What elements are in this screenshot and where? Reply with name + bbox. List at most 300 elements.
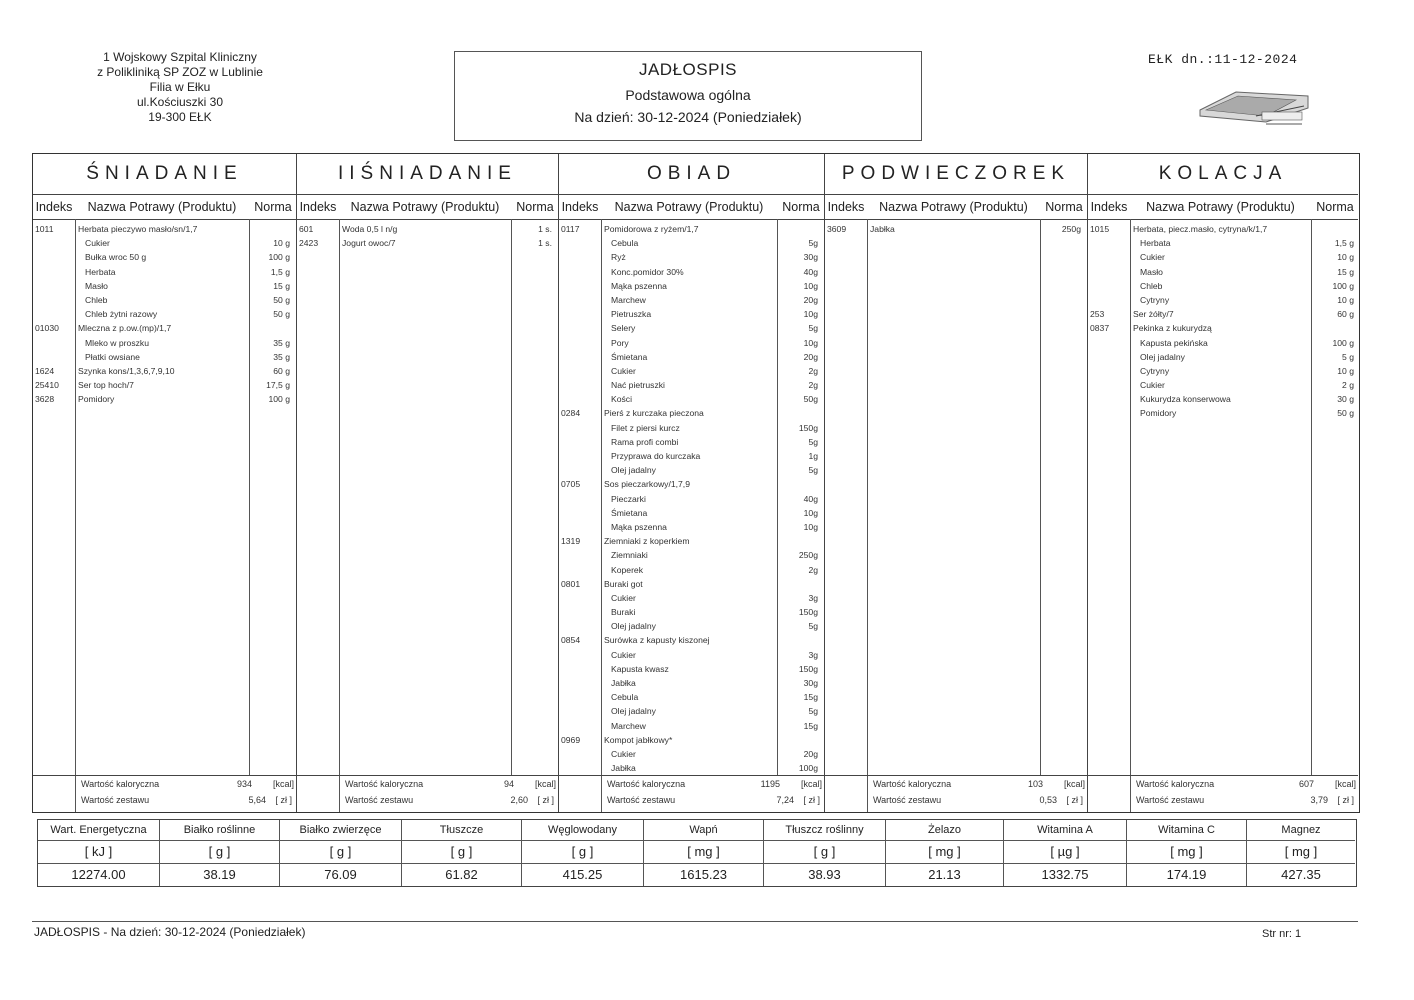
column-divider <box>1040 219 1041 775</box>
dish-index: 0117 <box>561 224 580 234</box>
dish-row <box>559 222 824 236</box>
dish-name: Koperek <box>611 564 644 575</box>
dish-name: Kompot jabłkowy* <box>604 734 673 745</box>
nutrient-cell <box>1004 820 1127 886</box>
dish-name: Jabłka <box>611 763 636 774</box>
dish-row <box>559 534 824 548</box>
diet-type: Podstawowa ogólna <box>625 87 751 103</box>
dish-row <box>1088 406 1358 420</box>
dish-norm: 60 g <box>1337 309 1354 320</box>
dish-index: 0854 <box>561 635 581 646</box>
dish-row <box>559 633 824 647</box>
dish-name: Marchew <box>611 294 646 305</box>
dish-row <box>559 421 824 435</box>
dish-norm: 2 g <box>1342 380 1354 391</box>
dish-index: 3628 <box>35 394 55 405</box>
dish-norm: 150g <box>798 607 818 618</box>
dish-row <box>559 321 824 335</box>
dish-index: 1319 <box>561 536 581 547</box>
dish-row <box>559 307 824 321</box>
dish-row <box>559 477 824 491</box>
nutrient-name: Tłuszcze <box>402 820 521 841</box>
energy-unit: [kcal] <box>534 779 556 789</box>
dish-name: Ser żółty/7 <box>1133 309 1174 320</box>
dish-name: Marchew <box>611 720 646 731</box>
dish-norm: 5g <box>808 238 818 249</box>
dish-row <box>33 307 296 321</box>
dish-index: 601 <box>299 224 314 234</box>
column-header-row <box>1088 195 1358 220</box>
dish-norm: 3g <box>808 649 818 660</box>
dish-row <box>559 605 824 619</box>
dish-row <box>559 378 824 392</box>
energy-value: 94 <box>503 779 514 789</box>
nutrient-unit: [ µg ] <box>1004 841 1126 864</box>
energy-value: 607 <box>1298 779 1314 789</box>
dish-row <box>559 350 824 364</box>
nutrient-value: 38.93 <box>808 867 841 882</box>
energy-value: 103 <box>1027 779 1043 789</box>
dish-list <box>825 222 1087 236</box>
nutrient-value: 415.25 <box>562 867 603 882</box>
dish-name: Ser top hoch/7 <box>78 380 134 391</box>
dish-name: Herbata, piecz.masło, cytryna/k/1,7 <box>1133 224 1268 234</box>
dish-name: Pomidory <box>78 394 115 405</box>
header-index: Indeks <box>561 200 599 214</box>
dish-norm: 250g <box>798 550 818 561</box>
dish-row <box>297 236 558 250</box>
meal-summary <box>825 775 1087 813</box>
dish-row <box>33 364 296 378</box>
column-divider <box>339 219 340 812</box>
institution-line: ul.Kościuszki 30 <box>136 95 224 109</box>
nutrient-unit: [ mg ] <box>886 841 1003 864</box>
nutrient-value: 76.09 <box>324 867 357 882</box>
dish-norm: 35 g <box>273 337 290 348</box>
dish-row <box>559 236 824 250</box>
dish-row <box>825 222 1087 236</box>
dish-name: Cukier <box>85 238 110 249</box>
dish-row <box>559 619 824 633</box>
dish-name: Kapusta pekińska <box>1140 337 1208 348</box>
dish-index: 1015 <box>1090 224 1110 234</box>
dish-row <box>33 378 296 392</box>
dish-name: Surówka z kapusty kiszonej <box>604 635 710 646</box>
dish-norm: 100 g <box>268 394 290 405</box>
dish-name: Jogurt owoc/7 <box>342 238 396 249</box>
dish-name: Mąka pszenna <box>611 521 667 532</box>
nutrient-cell <box>280 820 402 886</box>
dish-norm: 20g <box>803 294 818 305</box>
dish-norm: 15 g <box>273 280 290 291</box>
dish-name: Mleczna z p.ow.(mp)/1,7 <box>78 323 172 334</box>
dish-norm: 2g <box>808 365 818 376</box>
dish-name: Pietruszka <box>611 309 652 320</box>
nutrient-name: Wart. Energetyczna <box>38 820 159 841</box>
dish-name: Płatki owsiane <box>85 351 140 362</box>
dish-norm: 1 s. <box>538 224 552 234</box>
dish-name: Masło <box>85 280 108 291</box>
dish-name: Cebula <box>611 692 639 703</box>
nutrient-unit: [ kJ ] <box>38 841 159 864</box>
nutrient-name: Białko roślinne <box>160 820 279 841</box>
dish-norm: 10g <box>803 337 818 348</box>
dish-name: Pomidory <box>1140 408 1177 419</box>
nutrient-cell <box>160 820 280 886</box>
dish-norm: 5 g <box>1342 351 1354 362</box>
print-date: EŁK dn.:11-12-2024 <box>1148 52 1298 67</box>
dish-name: Kości <box>611 394 633 405</box>
dish-row <box>1088 293 1358 307</box>
dish-norm: 150g <box>798 663 818 674</box>
cost-value: 2,60 <box>510 795 528 805</box>
nutrient-value: 174.19 <box>1166 867 1207 882</box>
dish-row <box>559 761 824 775</box>
dish-list <box>33 222 296 406</box>
dish-row <box>559 747 824 761</box>
dish-row <box>559 704 824 718</box>
header-norm: Norma <box>1045 200 1083 214</box>
cost-value: 0,53 <box>1039 795 1057 805</box>
dish-row <box>559 648 824 662</box>
dish-row <box>33 279 296 293</box>
column-divider <box>867 219 868 812</box>
energy-label: Wartość kaloryczna <box>345 779 424 789</box>
dish-name: Cukier <box>611 592 636 603</box>
dish-name: Jabłka <box>611 678 636 688</box>
dish-name: Olej jadalny <box>611 706 656 717</box>
header-norm: Norma <box>254 200 292 214</box>
nutrient-unit: [ g ] <box>402 841 521 864</box>
dish-name: Cukier <box>611 649 636 660</box>
page-title: JADŁOSPIS <box>638 60 738 79</box>
cost-unit: [ zł ] <box>275 795 292 805</box>
dish-norm: 1,5 g <box>1334 238 1354 249</box>
dish-name: Jabłka <box>870 224 895 234</box>
dish-row <box>559 563 824 577</box>
dish-name: Sos pieczarkowy/1,7,9 <box>604 479 690 490</box>
dish-norm: 30g <box>803 678 818 688</box>
dish-norm: 150g <box>798 422 818 433</box>
dish-name: Kapusta kwasz <box>611 663 669 674</box>
dish-name: Olej jadalny <box>1140 351 1185 362</box>
dish-row <box>1088 378 1358 392</box>
dish-name: Pieczarki <box>611 493 646 504</box>
meal-title: PODWIECZOREK <box>825 154 1087 195</box>
dish-name: Pekinka z kukurydzą <box>1133 323 1212 334</box>
nutrient-name: Witamina A <box>1004 820 1126 841</box>
nutrient-unit: [ mg ] <box>1127 841 1246 864</box>
dish-row <box>1088 222 1358 236</box>
dish-row <box>559 506 824 520</box>
header-norm: Norma <box>782 200 820 214</box>
dish-name: Herbata <box>1140 238 1171 249</box>
institution-block <box>40 50 320 125</box>
meal-summary <box>33 775 296 813</box>
dish-row <box>1088 265 1358 279</box>
dish-name: Cytryny <box>1140 365 1170 376</box>
nutrient-cell <box>644 820 764 886</box>
dish-name: Cukier <box>1140 380 1165 391</box>
dish-name: Cukier <box>1140 252 1165 263</box>
nutrient-name: Węglowodany <box>522 820 643 841</box>
nutrient-value: 61.82 <box>445 867 478 882</box>
dish-row <box>33 293 296 307</box>
column-divider <box>511 219 512 775</box>
dish-index: 0837 <box>1090 323 1110 334</box>
dish-name: Herbata <box>85 266 116 277</box>
dish-name: Szynka kons/1,3,6,7,9,10 <box>78 365 175 376</box>
dish-row <box>1088 250 1358 264</box>
nutrient-cell <box>38 820 160 886</box>
nutrient-value: 21.13 <box>928 867 961 882</box>
dish-row <box>559 492 824 506</box>
dish-norm: 17,5 g <box>266 380 290 391</box>
header-norm: Norma <box>1316 200 1354 214</box>
cost-label: Wartość zestawu <box>873 795 942 805</box>
dish-row <box>1088 279 1358 293</box>
dish-name: Masło <box>1140 266 1163 277</box>
institution-line: z Polikliniką SP ZOZ w Lublinie <box>97 65 263 79</box>
dish-norm: 10 g <box>1337 294 1354 305</box>
dish-index: 0969 <box>561 734 581 745</box>
dish-norm: 20g <box>803 351 818 362</box>
header-name: Nazwa Potrawy (Produktu) <box>87 200 237 214</box>
dish-index: 0284 <box>561 408 581 419</box>
cost-value: 7,24 <box>776 795 794 805</box>
meal-title: KOLACJA <box>1088 154 1358 195</box>
dish-row <box>559 406 824 420</box>
header-name: Nazwa Potrawy (Produktu) <box>879 200 1028 214</box>
dish-name: Kukurydza konserwowa <box>1140 394 1231 405</box>
nutrient-unit: [ g ] <box>160 841 279 864</box>
dish-norm: 40g <box>803 266 818 277</box>
dish-name: Ziemniaki z koperkiem <box>604 536 690 547</box>
dish-row <box>559 520 824 534</box>
dish-row <box>1088 321 1358 335</box>
nutrient-unit: [ mg ] <box>1247 841 1355 864</box>
nutrient-name: Magnez <box>1247 820 1355 841</box>
meal-column <box>33 154 297 812</box>
dish-list <box>559 222 824 775</box>
cost-unit: [ zł ] <box>1337 795 1354 805</box>
dish-row <box>33 265 296 279</box>
dish-norm: 40g <box>803 493 818 504</box>
dish-row <box>33 222 296 236</box>
dish-norm: 100 g <box>1332 337 1354 348</box>
nutrient-value: 1332.75 <box>1041 867 1089 882</box>
dish-name: Buraki <box>611 607 636 618</box>
dish-row <box>559 577 824 591</box>
header-index: Indeks <box>35 200 73 214</box>
dish-row <box>559 449 824 463</box>
dish-norm: 2g <box>808 564 818 575</box>
dish-norm: 10g <box>803 521 818 532</box>
dish-name: Chleb <box>1140 280 1163 291</box>
energy-label: Wartość kaloryczna <box>1136 779 1215 789</box>
dish-norm: 10 g <box>1337 365 1354 376</box>
meal-column <box>1088 154 1358 812</box>
dish-row <box>559 733 824 747</box>
dish-index: 0705 <box>561 479 581 490</box>
cost-value: 3,79 <box>1310 795 1328 805</box>
dish-index: 1624 <box>35 365 55 376</box>
energy-unit: [kcal] <box>272 779 294 789</box>
header-norm: Norma <box>516 200 554 214</box>
dish-row <box>1088 364 1358 378</box>
header-index: Indeks <box>827 200 865 214</box>
dish-norm: 3g <box>808 592 818 603</box>
dish-row <box>559 265 824 279</box>
header-name: Nazwa Potrawy (Produktu) <box>350 200 500 214</box>
menu-table <box>32 153 1360 813</box>
nutrient-cell <box>522 820 644 886</box>
dish-name: Cukier <box>611 365 636 376</box>
dish-norm: 10g <box>803 309 818 320</box>
dish-norm: 15 g <box>1337 266 1354 277</box>
meal-summary <box>559 775 824 813</box>
footer-text: JADŁOSPIS - Na dzień: 30-12-2024 (Poniedziałek) <box>34 925 306 939</box>
dish-name: Śmietana <box>611 351 648 362</box>
dish-norm: 10g <box>803 507 818 518</box>
dish-name: Cebula <box>611 238 639 249</box>
dish-row <box>297 222 558 236</box>
dish-norm: 100g <box>798 763 818 774</box>
dish-name: Pierś z kurczaka pieczona <box>604 408 704 419</box>
dish-index: 1011 <box>35 224 54 234</box>
dish-norm: 50g <box>803 394 818 405</box>
nutrient-value: 38.19 <box>203 867 236 882</box>
dish-norm: 35 g <box>273 351 290 362</box>
nutrient-unit: [ mg ] <box>644 841 763 864</box>
dish-norm: 10 g <box>1337 252 1354 263</box>
dish-norm: 100 g <box>268 252 290 263</box>
stamp-logo <box>1196 86 1314 126</box>
energy-value: 934 <box>236 779 252 789</box>
dish-row <box>33 392 296 406</box>
column-header-row <box>297 195 558 220</box>
nutrient-name: Witamina C <box>1127 820 1246 841</box>
dish-row <box>559 364 824 378</box>
cost-label: Wartość zestawu <box>81 795 150 805</box>
dish-row <box>559 392 824 406</box>
dish-norm: 5g <box>808 621 818 632</box>
institution-line: 1 Wojskowy Szpital Kliniczny <box>103 50 257 64</box>
dish-row <box>33 236 296 250</box>
nutrient-value: 1615.23 <box>680 867 727 882</box>
dish-index: 2423 <box>299 238 319 249</box>
header-index: Indeks <box>299 200 337 214</box>
cost-label: Wartość zestawu <box>607 795 676 805</box>
dish-norm: 1,5 g <box>270 266 290 277</box>
column-header-row <box>33 195 296 220</box>
cost-label: Wartość zestawu <box>345 795 414 805</box>
dish-index: 3609 <box>827 224 847 234</box>
column-header-row <box>559 195 824 220</box>
dish-row <box>559 591 824 605</box>
dish-norm: 1 s. <box>538 238 552 249</box>
dish-name: Olej jadalny <box>611 465 656 476</box>
dish-row <box>33 250 296 264</box>
dish-row <box>33 350 296 364</box>
dish-norm: 50 g <box>273 309 290 320</box>
nutrient-value: 12274.00 <box>71 867 126 882</box>
dish-norm: 30g <box>803 252 818 263</box>
dish-norm: 30 g <box>1337 394 1354 405</box>
energy-value: 1195 <box>760 779 780 789</box>
cost-unit: [ zł ] <box>803 795 820 805</box>
cost-value: 5,64 <box>248 795 266 805</box>
energy-label: Wartość kaloryczna <box>81 779 160 789</box>
cost-unit: [ zł ] <box>1066 795 1083 805</box>
meal-title: IIŚNIADANIE <box>297 154 558 195</box>
menu-date: Na dzień: 30-12-2024 (Poniedziałek) <box>574 109 802 125</box>
dish-name: Bułka wroc 50 g <box>85 252 147 263</box>
dish-norm: 250g <box>1061 224 1081 234</box>
dish-norm: 2g <box>808 380 818 391</box>
dish-row <box>33 336 296 350</box>
dish-name: Pomidorowa z ryżem/1,7 <box>604 224 699 234</box>
nutrient-value: 427.35 <box>1281 867 1321 882</box>
dish-name: Pory <box>611 337 629 348</box>
dish-name: Chleb <box>85 294 108 305</box>
dish-row <box>559 279 824 293</box>
dish-row <box>559 250 824 264</box>
energy-unit: [kcal] <box>1334 779 1356 789</box>
dish-name: Przyprawa do kurczaka <box>611 451 701 461</box>
title-box <box>454 51 922 141</box>
dish-name: Rama profi combi <box>611 436 679 447</box>
energy-label: Wartość kaloryczna <box>873 779 952 789</box>
dish-name: Śmietana <box>611 507 648 518</box>
dish-name: Mleko w proszku <box>85 337 149 348</box>
footer-divider <box>32 921 1358 922</box>
nutrient-name: Tłuszcz roślinny <box>764 820 885 841</box>
dish-row <box>1088 350 1358 364</box>
nutrient-cell <box>402 820 522 886</box>
dish-name: Herbata pieczywo masło/sn/1,7 <box>78 224 198 234</box>
meal-column <box>825 154 1088 812</box>
dish-row <box>1088 392 1358 406</box>
institution-line: 19-300 EŁK <box>148 110 212 124</box>
dish-norm: 50 g <box>273 294 290 305</box>
dish-row <box>559 463 824 477</box>
energy-label: Wartość kaloryczna <box>607 779 686 789</box>
dish-name: Woda 0,5 l n/g <box>342 224 398 234</box>
dish-name: Mąka pszenna <box>611 280 667 291</box>
dish-row <box>559 719 824 733</box>
meal-summary <box>1088 775 1358 813</box>
nutrient-name: Wapń <box>644 820 763 841</box>
dish-norm: 1g <box>808 451 818 461</box>
nutrient-cell <box>1247 820 1355 886</box>
dish-name: Cukier <box>611 748 636 759</box>
nutrient-cell <box>1127 820 1247 886</box>
dish-name: Buraki got <box>604 578 643 589</box>
header-name: Nazwa Potrawy (Produktu) <box>1146 200 1295 214</box>
nutrient-name: Białko zwierzęce <box>280 820 401 841</box>
dish-name: Ziemniaki <box>611 550 648 561</box>
dish-name: Konc.pomidor 30% <box>611 266 684 277</box>
dish-row <box>559 435 824 449</box>
nutrient-unit: [ g ] <box>522 841 643 864</box>
dish-norm: 20g <box>803 748 818 759</box>
nutrition-table <box>37 819 1357 887</box>
dish-row <box>559 293 824 307</box>
dish-index: 25410 <box>35 380 59 391</box>
energy-unit: [kcal] <box>800 779 822 789</box>
nutrient-unit: [ g ] <box>764 841 885 864</box>
